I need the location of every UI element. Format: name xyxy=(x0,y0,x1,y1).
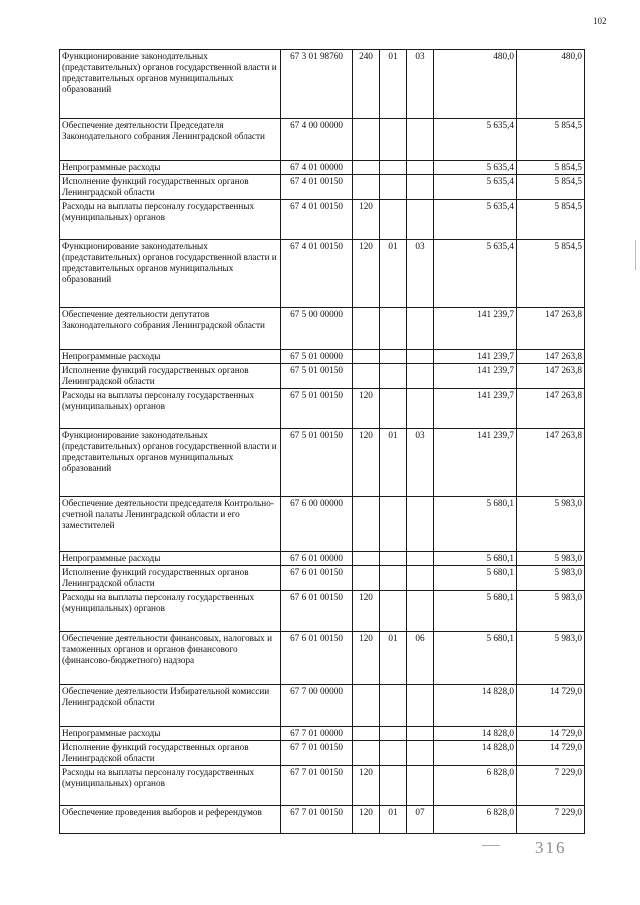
cell-pr xyxy=(407,741,434,766)
cell-pr xyxy=(407,364,434,389)
table-row xyxy=(60,308,585,350)
cell-name: Обеспечение деятельности финансовых, налоговых и таможенных органов и органов финансового (финансово-бюджетного) надзора xyxy=(60,632,281,685)
cell-code: 67 6 01 00150 xyxy=(281,591,353,632)
cell-code: 67 6 00 00000 xyxy=(281,497,353,552)
cell-sum-year2: 147 263,8 xyxy=(517,364,585,389)
table-row xyxy=(60,350,585,364)
cell-sum-year1: 14 828,0 xyxy=(434,741,517,766)
cell-vr: 120 xyxy=(353,389,380,429)
cell-sum-year1: 5 680,1 xyxy=(434,552,517,566)
cell-rz xyxy=(380,685,407,727)
cell-pr xyxy=(407,119,434,161)
cell-sum-year2: 5 983,0 xyxy=(517,566,585,591)
cell-name: Функционирование законодательных (представительных) органов государственной власти и представительных органов муниципальных образований xyxy=(60,240,281,308)
cell-name: Непрограммные расходы xyxy=(60,727,281,741)
cell-sum-year2: 14 729,0 xyxy=(517,727,585,741)
cell-pr xyxy=(407,727,434,741)
cell-rz: 01 xyxy=(380,429,407,497)
cell-sum-year1: 5 635,4 xyxy=(434,175,517,200)
table-row xyxy=(60,685,585,727)
cell-sum-year2: 5 854,5 xyxy=(517,161,585,175)
cell-sum-year2: 480,0 xyxy=(517,50,585,119)
cell-vr: 240 xyxy=(353,50,380,119)
cell-name: Исполнение функций государственных органов Ленинградской области xyxy=(60,741,281,766)
cell-rz xyxy=(380,497,407,552)
cell-sum-year2: 147 263,8 xyxy=(517,350,585,364)
cell-rz xyxy=(380,552,407,566)
cell-code: 67 7 01 00150 xyxy=(281,766,353,806)
cell-sum-year2: 14 729,0 xyxy=(517,741,585,766)
cell-pr: 03 xyxy=(407,240,434,308)
cell-pr: 03 xyxy=(407,50,434,119)
cell-name: Расходы на выплаты персоналу государственных (муниципальных) органов xyxy=(60,200,281,240)
cell-code: 67 5 01 00150 xyxy=(281,429,353,497)
cell-name: Исполнение функций государственных органов Ленинградской области xyxy=(60,364,281,389)
budget-table xyxy=(59,49,585,834)
cell-code: 67 4 00 00000 xyxy=(281,119,353,161)
cell-vr xyxy=(353,308,380,350)
cell-vr xyxy=(353,119,380,161)
cell-code: 67 6 01 00150 xyxy=(281,632,353,685)
cell-vr: 120 xyxy=(353,240,380,308)
cell-pr xyxy=(407,175,434,200)
cell-name: Непрограммные расходы xyxy=(60,161,281,175)
cell-sum-year2: 5 854,5 xyxy=(517,119,585,161)
cell-rz xyxy=(380,566,407,591)
cell-pr xyxy=(407,766,434,806)
cell-rz xyxy=(380,350,407,364)
table-row xyxy=(60,200,585,240)
cell-vr xyxy=(353,727,380,741)
cell-sum-year1: 5 635,4 xyxy=(434,161,517,175)
cell-vr xyxy=(353,364,380,389)
cell-name: Исполнение функций государственных органов Ленинградской области xyxy=(60,175,281,200)
cell-rz xyxy=(380,741,407,766)
cell-code: 67 5 00 00000 xyxy=(281,308,353,350)
cell-sum-year1: 141 239,7 xyxy=(434,429,517,497)
cell-code: 67 6 01 00000 xyxy=(281,552,353,566)
cell-sum-year2: 5 854,5 xyxy=(517,240,585,308)
cell-name: Обеспечение проведения выборов и референдумов xyxy=(60,806,281,834)
cell-pr xyxy=(407,200,434,240)
cell-sum-year2: 5 983,0 xyxy=(517,552,585,566)
cell-sum-year2: 147 263,8 xyxy=(517,429,585,497)
cell-rz xyxy=(380,766,407,806)
cell-pr xyxy=(407,566,434,591)
cell-rz: 01 xyxy=(380,240,407,308)
cell-rz xyxy=(380,161,407,175)
cell-sum-year1: 14 828,0 xyxy=(434,685,517,727)
cell-sum-year1: 6 828,0 xyxy=(434,806,517,834)
cell-sum-year1: 6 828,0 xyxy=(434,766,517,806)
table-row xyxy=(60,741,585,766)
table-row xyxy=(60,566,585,591)
cell-sum-year2: 5 854,5 xyxy=(517,200,585,240)
cell-sum-year1: 5 635,4 xyxy=(434,200,517,240)
cell-sum-year1: 141 239,7 xyxy=(434,308,517,350)
cell-vr xyxy=(353,566,380,591)
table-row xyxy=(60,552,585,566)
cell-name: Обеспечение деятельности Председателя Законодательного собрания Ленинградской области xyxy=(60,119,281,161)
cell-pr xyxy=(407,497,434,552)
cell-sum-year1: 480,0 xyxy=(434,50,517,119)
cell-rz xyxy=(380,364,407,389)
cell-vr: 120 xyxy=(353,591,380,632)
cell-pr xyxy=(407,308,434,350)
cell-name: Непрограммные расходы xyxy=(60,350,281,364)
page-number: 102 xyxy=(593,16,607,26)
cell-vr: 120 xyxy=(353,806,380,834)
cell-vr: 120 xyxy=(353,429,380,497)
cell-code: 67 5 01 00150 xyxy=(281,364,353,389)
table-row xyxy=(60,591,585,632)
cell-sum-year2: 7 229,0 xyxy=(517,806,585,834)
table-row xyxy=(60,497,585,552)
cell-sum-year2: 5 983,0 xyxy=(517,497,585,552)
cell-vr xyxy=(353,350,380,364)
cell-vr xyxy=(353,741,380,766)
cell-rz xyxy=(380,727,407,741)
cell-vr xyxy=(353,552,380,566)
table-row xyxy=(60,240,585,308)
cell-sum-year1: 5 680,1 xyxy=(434,497,517,552)
cell-rz xyxy=(380,119,407,161)
cell-name: Функционирование законодательных (представительных) органов государственной власти и представительных органов муниципальных образований xyxy=(60,50,281,119)
cell-rz: 01 xyxy=(380,50,407,119)
cell-sum-year1: 141 239,7 xyxy=(434,389,517,429)
cell-pr xyxy=(407,389,434,429)
cell-sum-year2: 5 983,0 xyxy=(517,591,585,632)
cell-pr: 06 xyxy=(407,632,434,685)
table-row xyxy=(60,119,585,161)
cell-name: Непрограммные расходы xyxy=(60,552,281,566)
cell-sum-year2: 14 729,0 xyxy=(517,685,585,727)
table-row xyxy=(60,806,585,834)
cell-code: 67 3 01 98760 xyxy=(281,50,353,119)
cell-name: Функционирование законодательных (представительных) органов государственной власти и представительных органов муниципальных образований xyxy=(60,429,281,497)
cell-vr xyxy=(353,161,380,175)
cell-code: 67 6 01 00150 xyxy=(281,566,353,591)
scan-edge-mark xyxy=(635,240,636,270)
cell-code: 67 4 01 00000 xyxy=(281,161,353,175)
cell-vr: 120 xyxy=(353,200,380,240)
table-row xyxy=(60,632,585,685)
cell-sum-year1: 141 239,7 xyxy=(434,364,517,389)
cell-code: 67 4 01 00150 xyxy=(281,240,353,308)
cell-sum-year1: 5 680,1 xyxy=(434,591,517,632)
cell-rz xyxy=(380,591,407,632)
cell-code: 67 5 01 00000 xyxy=(281,350,353,364)
table-row xyxy=(60,429,585,497)
cell-code: 67 7 01 00150 xyxy=(281,806,353,834)
page-stamp: 316 xyxy=(535,838,567,857)
cell-code: 67 7 00 00000 xyxy=(281,685,353,727)
cell-sum-year2: 147 263,8 xyxy=(517,308,585,350)
cell-code: 67 5 01 00150 xyxy=(281,389,353,429)
cell-name: Обеспечение деятельности председателя Контрольно-счетной палаты Ленинградской области и его заместителей xyxy=(60,497,281,552)
cell-name: Исполнение функций государственных органов Ленинградской области xyxy=(60,566,281,591)
cell-vr: 120 xyxy=(353,766,380,806)
cell-sum-year1: 14 828,0 xyxy=(434,727,517,741)
scan-dash xyxy=(482,845,500,846)
cell-sum-year1: 5 680,1 xyxy=(434,632,517,685)
cell-pr xyxy=(407,552,434,566)
cell-sum-year1: 5 635,4 xyxy=(434,240,517,308)
cell-name: Расходы на выплаты персоналу государственных (муниципальных) органов xyxy=(60,389,281,429)
cell-name: Расходы на выплаты персоналу государственных (муниципальных) органов xyxy=(60,766,281,806)
table-row xyxy=(60,161,585,175)
cell-rz xyxy=(380,200,407,240)
table-row xyxy=(60,175,585,200)
cell-pr: 07 xyxy=(407,806,434,834)
table-row xyxy=(60,766,585,806)
cell-sum-year2: 147 263,8 xyxy=(517,389,585,429)
cell-sum-year2: 7 229,0 xyxy=(517,766,585,806)
cell-rz xyxy=(380,389,407,429)
cell-vr xyxy=(353,175,380,200)
cell-sum-year1: 141 239,7 xyxy=(434,350,517,364)
cell-rz xyxy=(380,175,407,200)
cell-name: Обеспечение деятельности Избирательной комиссии Ленинградской области xyxy=(60,685,281,727)
cell-rz xyxy=(380,308,407,350)
cell-vr xyxy=(353,685,380,727)
cell-code: 67 7 01 00000 xyxy=(281,727,353,741)
cell-code: 67 4 01 00150 xyxy=(281,175,353,200)
cell-sum-year1: 5 635,4 xyxy=(434,119,517,161)
cell-vr xyxy=(353,497,380,552)
cell-code: 67 4 01 00150 xyxy=(281,200,353,240)
cell-pr xyxy=(407,685,434,727)
cell-pr xyxy=(407,161,434,175)
cell-sum-year1: 5 680,1 xyxy=(434,566,517,591)
table-row xyxy=(60,389,585,429)
cell-rz: 01 xyxy=(380,632,407,685)
cell-code: 67 7 01 00150 xyxy=(281,741,353,766)
cell-pr xyxy=(407,591,434,632)
cell-pr: 03 xyxy=(407,429,434,497)
cell-pr xyxy=(407,350,434,364)
cell-name: Обеспечение деятельности депутатов Законодательного собрания Ленинградской области xyxy=(60,308,281,350)
cell-sum-year2: 5 854,5 xyxy=(517,175,585,200)
table-row xyxy=(60,50,585,119)
table-row xyxy=(60,364,585,389)
cell-sum-year2: 5 983,0 xyxy=(517,632,585,685)
cell-name: Расходы на выплаты персоналу государственных (муниципальных) органов xyxy=(60,591,281,632)
cell-vr: 120 xyxy=(353,632,380,685)
cell-rz: 01 xyxy=(380,806,407,834)
table-row xyxy=(60,727,585,741)
